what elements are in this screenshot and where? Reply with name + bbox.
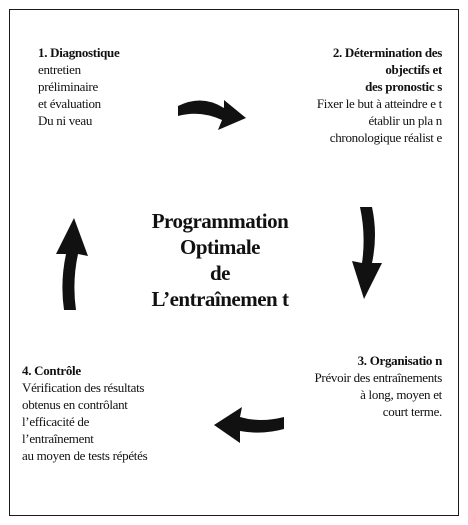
- step-text-line: établir un pla n: [368, 113, 442, 128]
- step-text-line: Vérification des résultats: [22, 380, 145, 395]
- center-title: [130, 208, 310, 312]
- step-title-line: des pronostic s: [365, 79, 442, 94]
- step-text-line: l’efficacité de: [22, 414, 90, 429]
- step-text-line: entretien: [38, 62, 81, 77]
- step-text-line: obtenus en contrôlant: [22, 397, 128, 412]
- step-text-line: chronologique réalist e: [329, 130, 442, 145]
- arrow-up-icon: [50, 212, 100, 312]
- center-title-line: Optimale: [180, 235, 260, 259]
- step-title: 4. Contrôle: [22, 363, 81, 378]
- step-text-line: préliminaire: [38, 79, 98, 94]
- step-diagnostique: [38, 44, 188, 129]
- center-title-line: L’entraînemen t: [151, 287, 289, 311]
- step-text-line: à long, moyen et: [360, 387, 442, 402]
- center-title-line: de: [210, 261, 230, 285]
- step-text-line: court terme.: [382, 404, 442, 419]
- step-controle: [22, 362, 182, 464]
- step-title-line: objectifs et: [385, 62, 442, 77]
- step-text-line: Prévoir des entraînements: [314, 370, 442, 385]
- step-text-line: au moyen de tests répétés: [22, 448, 148, 463]
- step-organisation: [282, 352, 442, 420]
- arrow-left-icon: [190, 395, 290, 455]
- step-text-line: et évaluation: [38, 96, 101, 111]
- center-title-line: Programmation: [151, 209, 289, 233]
- step-text-line: Fixer le but à atteindre e t: [316, 96, 442, 111]
- step-text-line: Du ni veau: [38, 113, 93, 128]
- step-determination: [280, 44, 442, 146]
- step-title-line: 2. Détermination des: [332, 45, 442, 60]
- arrow-right-icon: [172, 78, 272, 138]
- step-title: 1. Diagnostique: [38, 45, 120, 60]
- step-title: 3. Organisatio n: [357, 353, 442, 368]
- step-text-line: l’entraînement: [22, 431, 94, 446]
- arrow-down-icon: [342, 205, 392, 305]
